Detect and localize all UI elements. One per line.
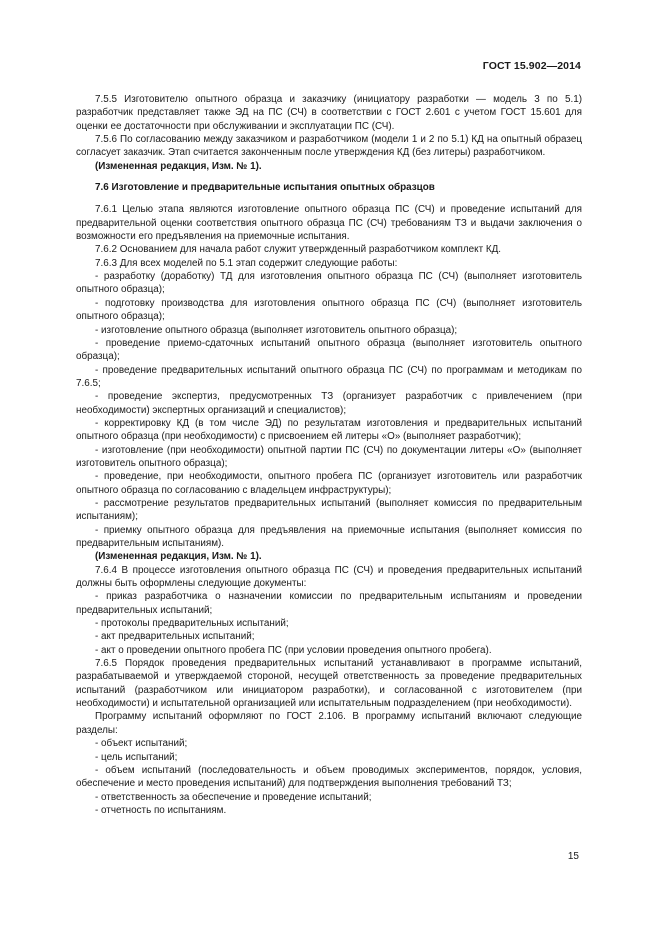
list-item: - объект испытаний; (95, 738, 188, 750)
paragraph-7-6-1: 7.6.1 Целью этапа являются изготовление опытного образца ПС (СЧ) и проведение испытаний для предварительной оценки соответствия опытного образца ПС (СЧ) требованиям ТЗ и выдачи заключения о возможности его предъявления на приемочные испытания. (76, 204, 582, 243)
page-number: 15 (567, 851, 579, 862)
list-item: - разработку (доработку) ТД для изготовления опытного образца ПС (СЧ) (выполняет изготовитель опытного образца); (76, 271, 582, 296)
paragraph-7-6-5: 7.6.5 Порядок проведения предварительных испытаний устанавливают в программе испытаний, разрабатываемой и утверждаемой стороной, несущей ответственность за проведение предварительных испытаний (разработчиком или инициатором разработки), и согласованной с изготовителем (при необходимости) и испытательной организацией или испытательным подразделением (при необходимости). (76, 658, 582, 710)
amendment-note: (Измененная редакция, Изм. № 1). (95, 160, 262, 172)
list-item: - проведение экспертиз, предусмотренных ТЗ (организует разработчик с привлечением (при необходимости) экспертных организаций и специалистов); (76, 391, 582, 416)
list-item: - корректировку КД (в том числе ЭД) по результатам изготовления и предварительных испытаний опытного образца (при необходимости) с присвоением ей литеры «О» (выполняет разработчик); (76, 417, 582, 443)
paragraph-7-5-6: 7.5.6 По согласованию между заказчиком и разработчиком (модели 1 и 2 по 5.1) КД на опытный образец согласует заказчик. Этап считается законченным после утверждения КД (без литеры) разработчиком. (76, 134, 582, 159)
section-heading-7-6: 7.6 Изготовление и предварительные испытания опытных образцов (95, 182, 435, 194)
document-body (76, 93, 582, 817)
paragraph-7-5-5: 7.5.5 Изготовителю опытного образца и заказчику (инициатору разработки — модель 3 по 5.1) разработчик представляет также ЭД на ПС (СЧ) в соответствии с ГОСТ 2.601 с учетом ГОСТ 15.601 для оценки ее достаточности при обслуживании и эксплуатации ПС (СЧ). (76, 94, 582, 132)
list-item: - изготовление опытного образца (выполняет изготовитель опытного образца); (95, 324, 458, 336)
list-item: - проведение приемо-сдаточных испытаний опытного образца (выполняет изготовитель опытного образца); (76, 337, 582, 363)
list-item: - рассмотрение результатов предварительных испытаний (выполняет комиссия по предварительным испытаниям); (76, 497, 582, 523)
list-item: - цель испытаний; (95, 751, 178, 763)
list-item: - протоколы предварительных испытаний; (95, 618, 289, 630)
list-item: - приемку опытного образца для предъявления на приемочные испытания (выполняет комиссия по предварительным испытаниям). (76, 524, 582, 549)
list-item: - подготовку производства для изготовления опытного образца ПС (СЧ) (выполняет изготовитель опытного образца); (76, 297, 582, 323)
paragraph-program: Программу испытаний оформляют по ГОСТ 2.106. В программу испытаний включают следующие разделы: (76, 711, 582, 736)
list-item: - объем испытаний (последовательность и объем проводимых экспериментов, порядок, условия, обеспечение и место проведения испытаний) для подтверждения выполнения требований ТЗ; (76, 764, 582, 790)
list-item: - проведение предварительных испытаний опытного образца ПС (СЧ) по программам и методикам по 7.6.5; (76, 364, 582, 389)
list-item: - приказ разработчика о назначении комиссии по предварительным испытаниям и проведении предварительных испытаний; (76, 591, 582, 616)
amendment-note: (Измененная редакция, Изм. № 1). (95, 551, 262, 563)
list-item: - ответственность за обеспечение и проведение испытаний; (95, 791, 372, 803)
list-item: - проведение, при необходимости, опытного пробега ПС (организует изготовитель или разработчик опытного образца по согласованию с владельцем инфраструктуры); (76, 471, 582, 496)
document-header: ГОСТ 15.902—2014 (482, 60, 581, 72)
list-item: - акт предварительных испытаний; (95, 631, 255, 643)
list-item: - изготовление (при необходимости) опытной партии ПС (СЧ) по документации литеры «О» (выполняет изготовитель опытного образца); (76, 444, 582, 469)
list-item: - акт о проведении опытного пробега ПС (при условии проведения опытного пробега). (95, 644, 492, 656)
list-item: - отчетность по испытаниям. (95, 804, 227, 816)
paragraph-7-6-3: 7.6.3 Для всех моделей по 5.1 этап содержит следующие работы: (95, 257, 398, 269)
paragraph-7-6-2: 7.6.2 Основанием для начала работ служит утвержденный разработчиком комплект КД. (95, 244, 502, 256)
paragraph-7-6-4: 7.6.4 В процессе изготовления опытного образца ПС (СЧ) и проведения предварительных испытаний должны быть оформлены следующие документы: (76, 564, 582, 590)
